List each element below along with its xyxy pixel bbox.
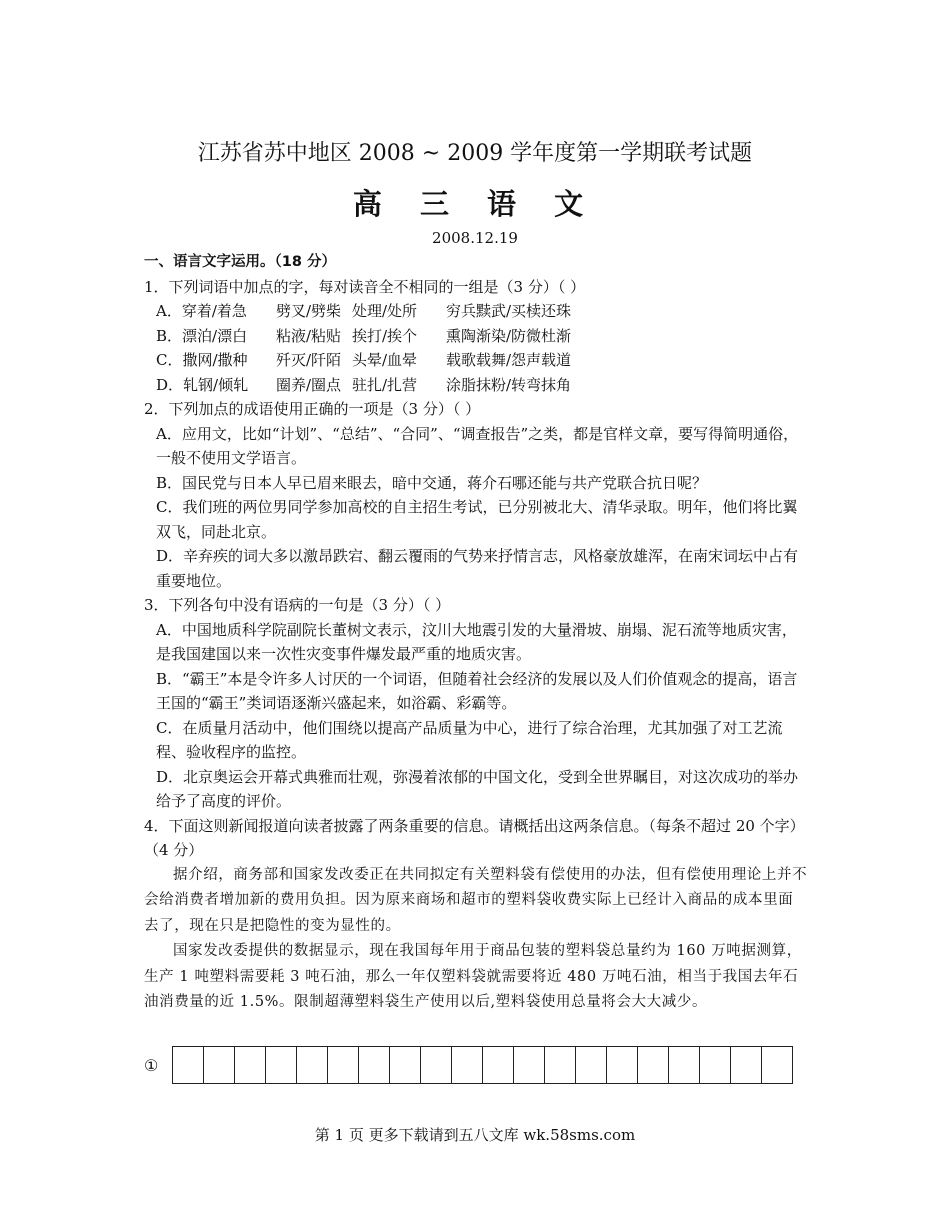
question-2-option-b: B．国民党与日本人早已眉来眼去，暗中交通，蒋介石哪还能与共产党联合抗日呢？ (156, 473, 708, 492)
exam-date: 2008.12.19 (432, 229, 518, 247)
answer-row-1 (144, 1046, 816, 1084)
answer-cell[interactable] (359, 1047, 390, 1083)
answer-cell[interactable] (700, 1047, 731, 1083)
question-3-option-b: B．“霸王”本是令许多人讨厌的一个词语，但随着社会经济的发展以及人们价值观念的提高，语言王国的“霸王”类词语逐渐兴盛起来，如浴霸、彩霸等。 (156, 669, 798, 712)
answer-cell[interactable] (576, 1047, 607, 1083)
answer-cell[interactable] (173, 1047, 204, 1083)
question-1-option-a: A．穿着/着急 劈叉/劈柴 处理/处所 穷兵黩武/买椟还珠 (156, 302, 572, 320)
question-4-stem: 4．下面这则新闻报道向读者披露了两条重要的信息。请概括出这两条信息。（每条不超过 20 个字）（4 分） (144, 816, 805, 859)
answer-cell[interactable] (669, 1047, 700, 1083)
question-3-option-c: C．在质量月活动中，他们围绕以提高产品质量为中心，进行了综合治理，尤其加强了对工艺流程、验收程序的监控。 (156, 718, 783, 761)
answer-grid[interactable] (172, 1046, 793, 1084)
question-3-option-d: D．北京奥运会开幕式典雅而壮观，弥漫着浓郁的中国文化，受到全世界瞩目，对这次成功的举办给予了高度的评价。 (156, 767, 799, 810)
question-3-stem: 3．下列各句中没有语病的一句是（3 分）（ ） (144, 596, 451, 614)
answer-cell[interactable] (266, 1047, 297, 1083)
section-heading: 一、语言文字运用。（18 分） (144, 254, 336, 270)
news-paragraph-2: 国家发改委提供的数据显示，现在我国每年用于商品包装的塑料袋总量约为 160 万吨据测算，生产 1 吨塑料需要耗 3 吨石油，那么一年仅塑料袋就需要将近 480 万吨石油，相当于我国去年石油消费量的近 1.5%。限制超薄塑料袋生产使用以后,塑料袋使用总量将会大大减少。 (144, 943, 802, 1010)
question-2-stem: 2．下列加点的成语使用正确的一项是（3 分）（ ） (144, 400, 481, 418)
answer-cell[interactable] (483, 1047, 514, 1083)
exam-title: 江苏省苏中地区 2008 ~ 2009 学年度第一学期联考试题 (197, 141, 753, 166)
answer-cell[interactable] (235, 1047, 266, 1083)
subject-title: 高 三 语 文 (352, 187, 598, 221)
answer-cell[interactable] (607, 1047, 638, 1083)
question-3-option-a: A．中国地质科学院副院长董树文表示，汶川大地震引发的大量滑坡、崩塌、泥石流等地质灾害，是我国建国以来一次性灾变事件爆发最严重的地质灾害。 (156, 620, 797, 663)
question-1-option-b: B．漂泊/漂白 粘液/粘贴 挨打/挨个 熏陶渐染/防微杜渐 (156, 326, 572, 345)
answer-cell[interactable] (204, 1047, 235, 1083)
answer-cell[interactable] (297, 1047, 328, 1083)
answer-cell[interactable] (452, 1047, 483, 1083)
question-2-option-c: C．我们班的两位男同学参加高校的自主招生考试，已分别被北大、清华录取。明年，他们将比翼双飞，同赴北京。 (156, 498, 798, 541)
question-2-option-d: D．辛弃疾的词大多以激昂跌宕、翻云覆雨的气势来抒情言志，风格豪放雄浑，在南宋词坛中占有重要地位。 (156, 547, 799, 590)
question-1-stem: 1．下列词语中加点的字，每对读音全不相同的一组是（3 分）（ ） (144, 277, 586, 296)
answer-cell[interactable] (638, 1047, 669, 1083)
answer-cell[interactable] (762, 1047, 793, 1083)
exam-body (144, 250, 808, 1016)
answer-cell[interactable] (328, 1047, 359, 1083)
answer-number-mark: ① (144, 1055, 159, 1075)
question-1-option-c: C．撒网/撒种 歼灭/阡陌 头晕/血晕 载歌载舞/怨声载道 (156, 351, 572, 369)
page-footer: 第 1 页 更多下载请到五八文库 wk.58sms.com (314, 1126, 636, 1144)
question-2-option-a: A．应用文，比如“计划”、“总结”、“合同”、“调查报告”之类，都是官样文章，要写得简明通俗，一般不使用文学语言。 (156, 424, 799, 467)
question-1-option-d: D．轧钢/倾轧 圈养/圈点 驻扎/扎营 涂脂抹粉/转弯抹角 (156, 375, 572, 394)
answer-cell[interactable] (731, 1047, 762, 1083)
answer-cell[interactable] (421, 1047, 452, 1083)
answer-cell[interactable] (514, 1047, 545, 1083)
news-paragraph-1: 据介绍，商务部和国家发改委正在共同拟定有关塑料袋有偿使用的办法，但有偿使用理论上并不会给消费者增加新的费用负担。因为原来商场和超市的塑料袋收费实际上已经计入商品的成本里面去了，现在只是把隐性的变为显性的。 (144, 866, 808, 934)
answer-cell[interactable] (545, 1047, 576, 1083)
answer-cell[interactable] (390, 1047, 421, 1083)
